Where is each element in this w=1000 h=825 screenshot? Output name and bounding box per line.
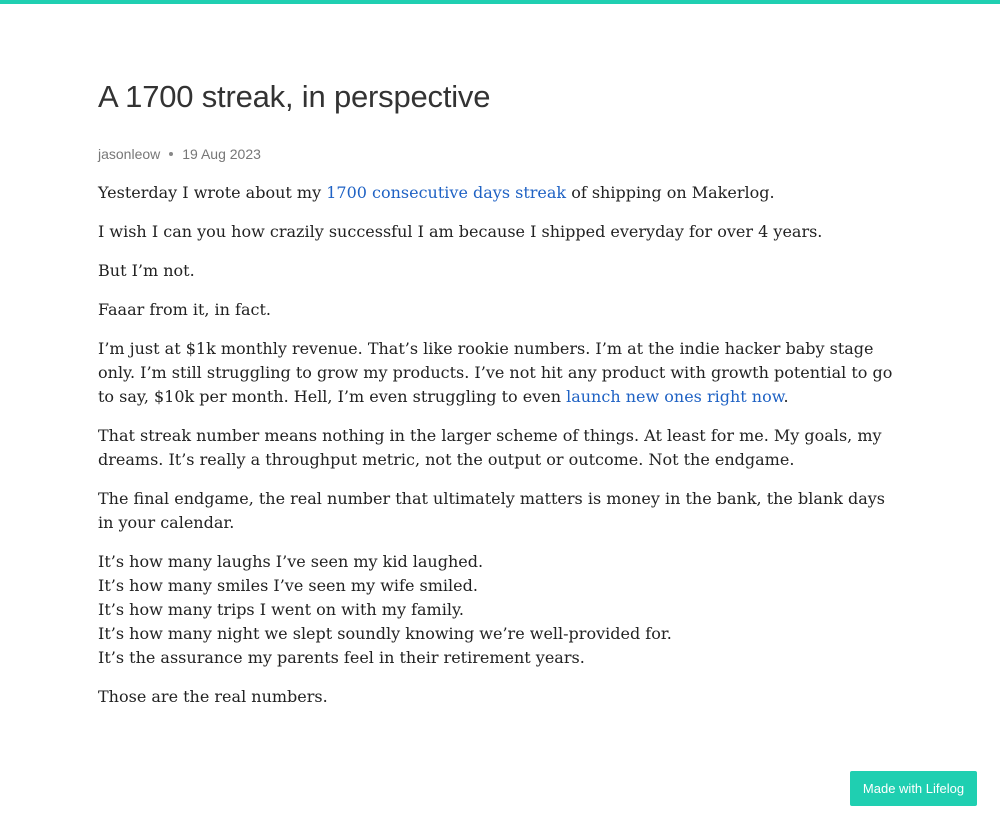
- line: It’s how many laughs I’ve seen my kid laughed.: [98, 552, 484, 571]
- paragraph: That streak number means nothing in the larger scheme of things. At least for me. My goals, my dreams. It’s really a throughput metric, not the output or outcome. Not the endgame.: [98, 426, 882, 469]
- paragraph: [98, 181, 898, 205]
- paragraph: The final endgame, the real number that ultimately matters is money in the bank, the blank days in your calendar.: [98, 489, 885, 532]
- line: It’s how many trips I went on with my family.: [98, 600, 464, 619]
- article: [98, 62, 898, 724]
- paragraph: [98, 337, 898, 409]
- line: It’s how many night we slept soundly knowing we’re well-provided for.: [98, 624, 672, 643]
- paragraph-text: I’m just at $1k monthly revenue. That’s like rookie numbers. I’m at the indie hacker baby stage only. I’m still struggling to grow my products. I’ve not hit any product with growth potential to go to say, $10k per month. Hell, I’m even struggling to even: [98, 339, 893, 406]
- separator-dot: [169, 152, 173, 156]
- author-name[interactable]: jasonleow: [98, 146, 161, 162]
- line: It’s the assurance my parents feel in their retirement years.: [98, 648, 585, 667]
- paragraph: I wish I can you how crazily successful I am because I shipped everyday for over 4 years.: [98, 222, 823, 241]
- line: It’s how many smiles I’ve seen my wife smiled.: [98, 576, 478, 595]
- paragraph: Those are the real numbers.: [98, 687, 328, 706]
- post-meta: [98, 145, 898, 163]
- post-date: 19 Aug 2023: [182, 146, 261, 162]
- top-accent-bar: [0, 0, 1000, 4]
- paragraph: But I’m not.: [98, 261, 195, 280]
- paragraph-text: .: [783, 387, 789, 406]
- launch-link[interactable]: launch new ones right now: [566, 387, 784, 406]
- page-title: A 1700 streak, in perspective: [98, 79, 491, 114]
- paragraph-text: Yesterday I wrote about my: [98, 183, 327, 202]
- streak-link[interactable]: 1700 consecutive days streak: [326, 183, 567, 202]
- made-with-lifelog-button[interactable]: Made with Lifelog: [850, 771, 977, 806]
- paragraph: Faaar from it, in fact.: [98, 300, 271, 319]
- article-body: [98, 181, 898, 709]
- paragraph-lines: [98, 550, 898, 670]
- paragraph-text: of shipping on Makerlog.: [566, 183, 775, 202]
